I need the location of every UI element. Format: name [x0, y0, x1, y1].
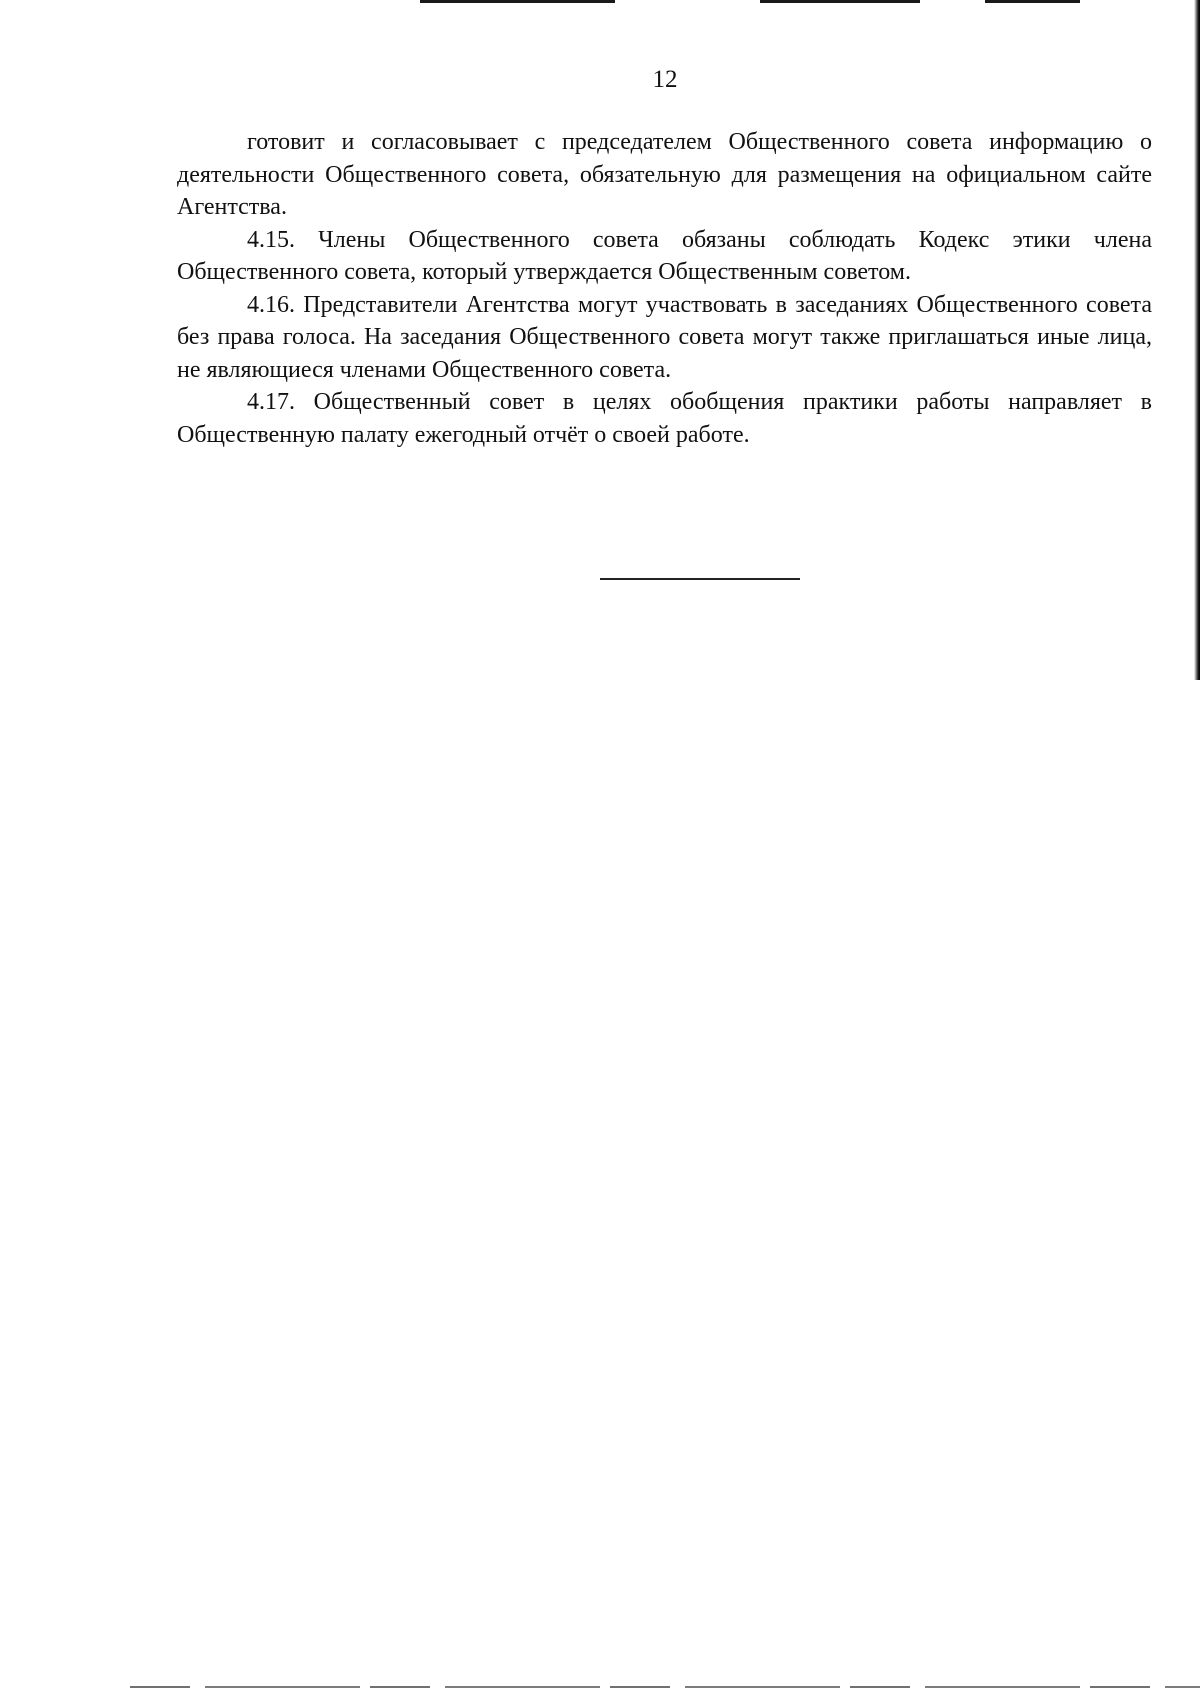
page-number: 12 — [652, 66, 678, 93]
document-body — [177, 126, 1152, 451]
paragraph-4-17: 4.17. Общественный совет в целях обобщения практики работы направляет в Общественную палату ежегодный отчёт о своей работе. — [177, 389, 1152, 448]
end-separator-line — [600, 578, 800, 580]
paragraph-4-16: 4.16. Представители Агентства могут участвовать в заседаниях Общественного совета без права голоса. На заседания Общественного совета могут также приглашаться иные лица, не являющиеся членами Общественного совета. — [177, 291, 1152, 383]
scan-edge-bottom — [130, 1686, 1200, 1688]
scan-edge-top-1 — [420, 0, 615, 3]
paragraph-continuation: готовит и согласовывает с председателем Общественного совета информацию о деятельности Общественного совета, обязательную для размещения на официальном сайте Агентства. — [177, 129, 1152, 220]
scan-edge-right — [1194, 0, 1200, 680]
scan-edge-top-3 — [985, 0, 1080, 3]
scan-edge-top-2 — [760, 0, 920, 3]
paragraph-4-15: 4.15. Члены Общественного совета обязаны соблюдать Кодекс этики члена Общественного совета, который утверждается Общественным советом. — [177, 226, 1152, 285]
